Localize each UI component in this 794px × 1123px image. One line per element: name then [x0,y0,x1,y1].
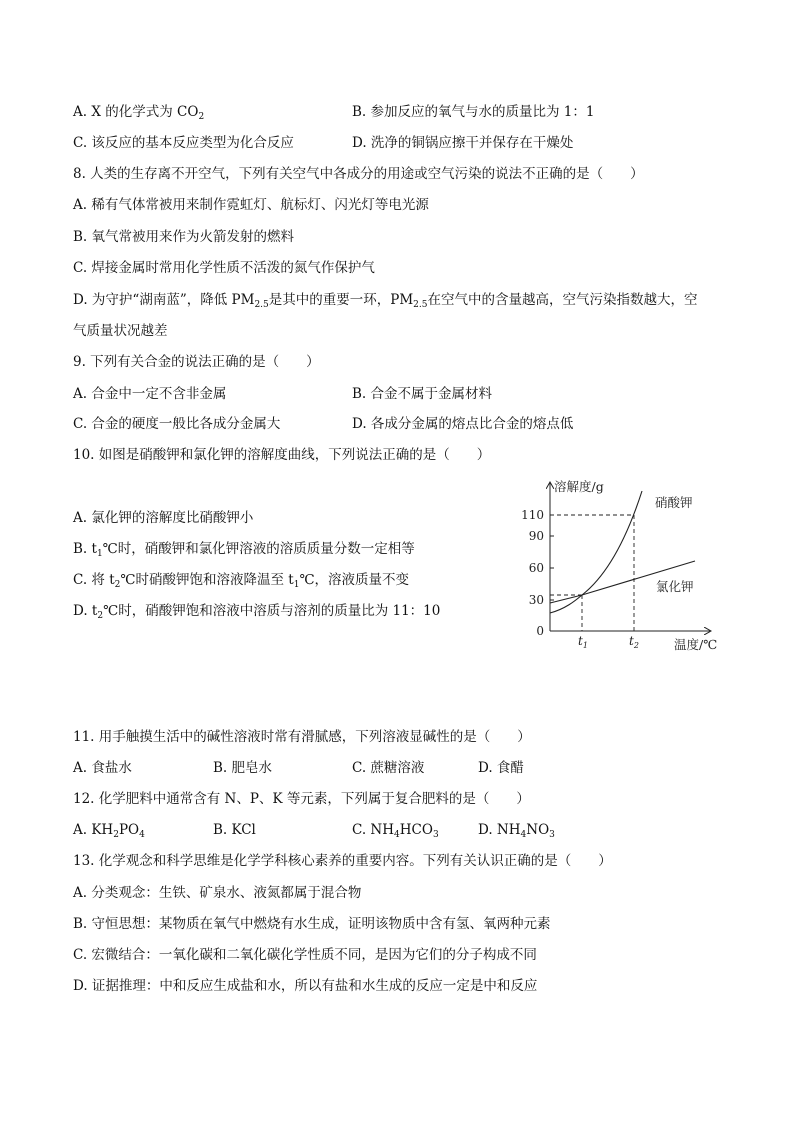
q8-option-c: C. 焊接金属时常用化学性质不活泼的氮气作保护气 [73,260,375,276]
q7-option-c: C. 该反应的基本反应类型为化合反应 [73,135,294,151]
series-label-kno3: 硝酸钾 [655,495,693,510]
q8-stem: 8. 人类的生存离不开空气，下列有关空气中各成分的用途或空气污染的说法不正确的是（ ） [73,166,644,182]
q13-stem: 13. 化学观念和科学思维是化学学科核心素养的重要内容。下列有关认识正确的是（ ） [73,853,612,869]
q10-stem: 10. 如图是硝酸钾和氯化钾的溶解度曲线，下列说法正确的是（ ） [73,447,491,463]
q13-option-b: B. 守恒思想：某物质在氧气中燃烧有水生成，证明该物质中含有氢、氧两种元素 [73,916,551,932]
y-tick-60: 60 [528,561,544,575]
q8-option-d: D. 为守护“湖南蓝”，降低 $PM_{2.5}$是其中的重要一环，$PM_{2.5}$在空气中的含量越高，空气污染指数越大，空 [73,292,698,310]
q13-option-a: A. 分类观念：生铁、矿泉水、液氮都属于混合物 [73,885,362,901]
q10-option-b: B. $t_1℃$时，硝酸钾和氯化钾溶液的溶质质量分数一定相等 [73,541,415,559]
q12-option-a: A. $KH_2PO_4$ [73,822,145,840]
q12-option-d: D. $NH_4NO_3$ [478,822,555,840]
q8-option-d-cont: 气质量状况越差 [73,323,168,339]
solubility-chart [510,473,730,653]
y-tick-110: 110 [521,508,544,522]
q10-option-a: A. 氯化钾的溶解度比硝酸钾小 [73,510,254,526]
q12-option-b: B. KCl [213,822,256,838]
q9-option-c: C. 合金的硬度一般比各成分金属大 [73,416,281,432]
y-tick-30: 30 [528,593,544,607]
q7-option-d: D. 洗净的铜锅应擦干并保存在干燥处 [352,135,574,151]
q10-option-d: D. $t_2℃$时，硝酸钾饱和溶液中溶质与溶剂的质量比为 11：10 [73,603,441,621]
q10-option-c: C. 将 $t_2℃$时硝酸钾饱和溶液降温至 $t_1℃$，溶液质量不变 [73,572,410,590]
q13-option-d: D. 证据推理：中和反应生成盐和水，所以有盐和水生成的反应一定是中和反应 [73,978,538,994]
x-tick-t2: $t_2$ [629,634,639,650]
q9-option-a: A. 合金中一定不含非金属 [73,386,227,402]
q11-option-b: B. 肥皂水 [213,760,273,776]
q11-stem: 11. 用手触摸生活中的碱性溶液时常有滑腻感，下列溶液显碱性的是（ ） [73,729,531,745]
q12-stem: 12. 化学肥料中通常含有 N、P、K 等元素，下列属于复合肥料的是（ ） [73,791,530,807]
q12-option-c: C. $NH_4HCO_3$ [352,822,439,840]
y-tick-90: 90 [528,529,544,543]
q11-option-a: A. 食盐水 [73,760,132,776]
q11-option-c: C. 蔗糖溶液 [352,760,425,776]
y-axis-title: 溶解度/g [554,479,604,494]
q8-option-a: A. 稀有气体常被用来制作霓虹灯、航标灯、闪光灯等电光源 [73,197,429,213]
series-label-kcl: 氯化钾 [656,579,694,594]
q9-stem: 9. 下列有关合金的说法正确的是（ ） [73,354,320,370]
y-tick-0: 0 [536,624,544,638]
q7-option-a: A. X 的化学式为 $CO_2$ [73,104,205,122]
q7-option-b: B. 参加反应的氧气与水的质量比为 1：1 [352,104,595,120]
series-kno3-curve [550,491,642,613]
x-axis-title: 温度/℃ [674,637,718,652]
q9-option-d: D. 各成分金属的熔点比合金的熔点低 [352,416,574,432]
q9-option-b: B. 合金不属于金属材料 [352,386,493,402]
q11-option-d: D. 食醋 [478,760,524,776]
q8-option-b: B. 氧气常被用来作为火箭发射的燃料 [73,229,295,245]
x-tick-t1: $t_1$ [578,634,588,650]
q13-option-c: C. 宏微结合：一氧化碳和二氧化碳化学性质不同，是因为它们的分子构成不同 [73,947,537,963]
